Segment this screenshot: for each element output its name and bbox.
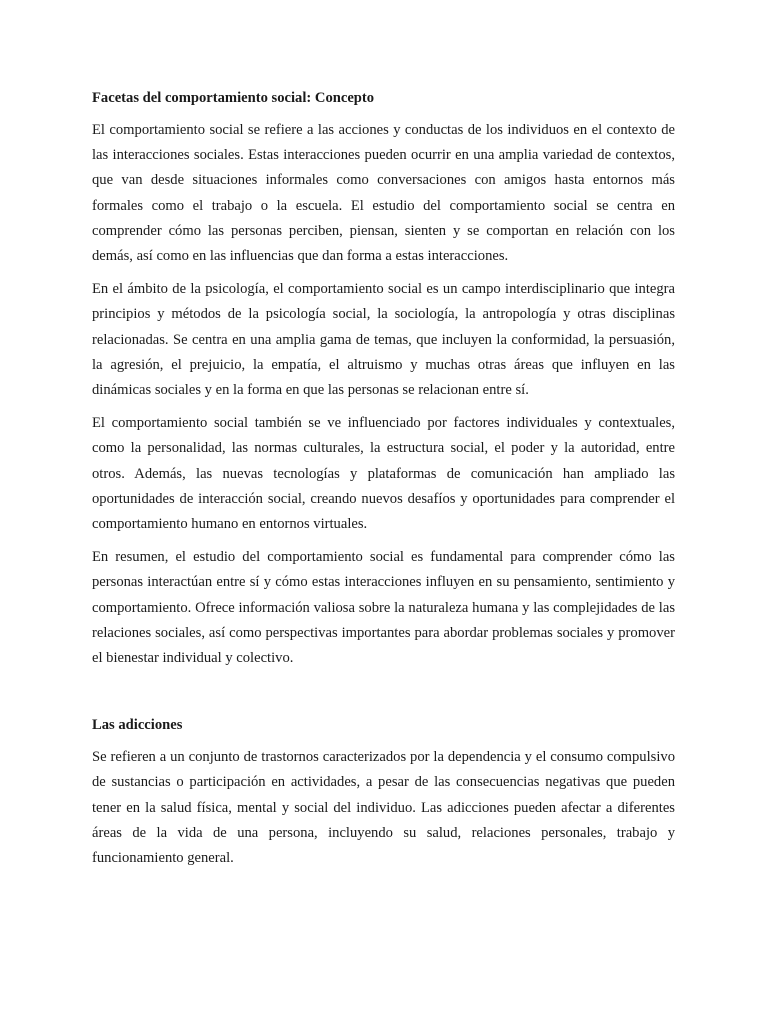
paragraph: Se refieren a un conjunto de trastornos caracterizados por la dependencia y el consumo compulsivo de sustancias o participación en actividades, a pesar de las consecuencias negativas que pueden tener en la salud física, mental y social del individuo. Las adicciones pueden afectar a diferentes áreas de la vida de una persona, incluyendo su salud, relaciones personales, trabajo y funcionamiento general. <box>92 749 675 867</box>
section-heading-comportamiento-social: Facetas del comportamiento social: Concepto <box>92 90 375 106</box>
paragraph: El comportamiento social también se ve influenciado por factores individuales y contextuales, como la personalidad, las normas culturales, la estructura social, el poder y la autoridad, entre otros. Además, las nuevas tecnologías y plataformas de comunicación han ampliado las oportunidades de interacción social, creando nuevos desafíos y oportunidades para comprender el comportamiento humano en entornos virtuales. <box>92 415 675 533</box>
section-spacer <box>92 679 675 715</box>
paragraph: El comportamiento social se refiere a las acciones y conductas de los individuos en el contexto de las interacciones sociales. Estas interacciones pueden ocurrir en una amplia variedad de contextos, que van desde situaciones informales como conversaciones con amigos hasta entornos más formales como el trabajo o la escuela. El estudio del comportamiento social se centra en comprender cómo las personas perciben, piensan, sienten y se comportan en relación con los demás, así como en las influencias que dan forma a estas interacciones. <box>92 122 675 265</box>
document-page <box>92 88 675 879</box>
paragraph: En el ámbito de la psicología, el comportamiento social es un campo interdisciplinario que integra principios y métodos de la psicología social, la sociología, la antropología y otras disciplinas relacionadas. Se centra en una amplia gama de temas, que incluyen la conformidad, la persuasión, la agresión, el prejuicio, la empatía, el altruismo y muchas otras áreas que influyen en las dinámicas sociales y en la forma en que las personas se relacionan entre sí. <box>92 281 675 399</box>
paragraph: En resumen, el estudio del comportamiento social es fundamental para comprender cómo las personas interactúan entre sí y cómo estas interacciones influyen en su pensamiento, sentimiento y comportamiento. Ofrece información valiosa sobre la naturaleza humana y las complejidades de las relaciones sociales, así como perspectivas importantes para abordar problemas sociales y promover el bienestar individual y colectivo. <box>92 549 675 667</box>
section-heading-adicciones: Las adicciones <box>92 717 183 734</box>
